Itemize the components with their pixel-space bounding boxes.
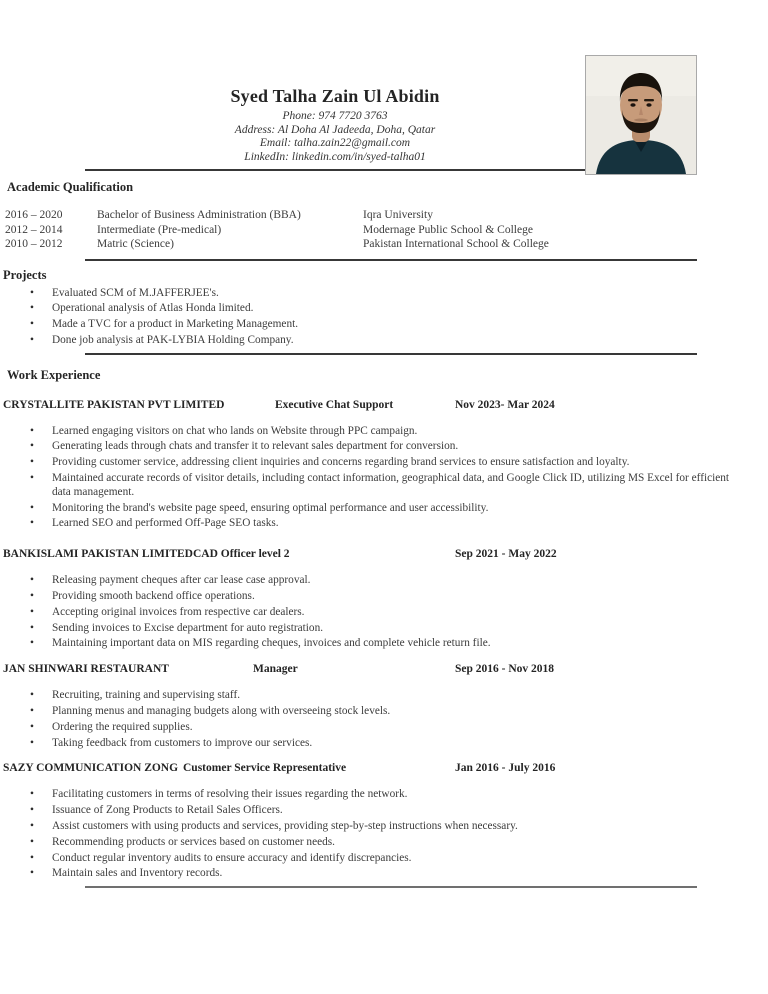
education-table <box>0 208 768 252</box>
contact-phone: Phone: 974 7720 3763 <box>282 110 388 122</box>
job-bullet: • Learned engaging visitors on chat who lands on Website through PPC campaign. <box>0 425 768 439</box>
job-bullet: • Ordering the required supplies. <box>0 721 768 735</box>
candidate-name: Syed Talha Zain Ul Abidin <box>230 86 440 106</box>
job-header <box>0 399 768 413</box>
section-divider <box>85 353 697 355</box>
section-divider <box>85 259 697 261</box>
job-bullet: • Recruiting, training and supervising staff. <box>0 689 768 703</box>
project-item: • Operational analysis of Atlas Honda limited. <box>0 302 768 316</box>
contact-address: Address: Al Doha Al Jadeeda, Doha, Qatar <box>234 123 436 136</box>
portrait-photo <box>585 55 697 175</box>
section-projects <box>0 268 768 348</box>
job-dates: Jan 2016 - July 2016 <box>455 762 556 775</box>
job-bullets <box>0 788 768 881</box>
job-role: CAD Officer level 2 <box>193 548 290 561</box>
education-degree: Matric (Science) <box>97 238 174 250</box>
job-company: BANKISLAMI PAKISTAN LIMITED <box>3 548 193 561</box>
job-header <box>0 762 768 776</box>
section-title-work: Work Experience <box>7 367 101 382</box>
section-title-projects: Projects <box>3 267 47 282</box>
job-bullet: • Maintain sales and Inventory records. <box>0 867 768 881</box>
job-bullet: • Assist customers with using products and services, providing step-by-step instructions when necessary. <box>0 820 768 834</box>
project-item: • Made a TVC for a product in Marketing Management. <box>0 318 768 332</box>
job-role: Customer Service Representative <box>183 762 347 775</box>
projects-list <box>0 287 768 348</box>
job-bullet: • Providing smooth backend office operations. <box>0 590 768 604</box>
job-bullet: • Recommending products or services based on customer needs. <box>0 836 768 850</box>
job-bullet: • Maintained accurate records of visitor details, including contact information, geographical data, and Google Click ID, utilizing MS Excel for efficient data management. <box>0 472 768 500</box>
section-title-academic: Academic Qualification <box>7 180 134 194</box>
job-entry <box>0 762 768 881</box>
job-header <box>0 548 768 562</box>
education-row <box>0 208 768 223</box>
education-years: 2016 – 2020 <box>5 209 63 221</box>
project-item: • Evaluated SCM of M.JAFFERJEE's. <box>0 287 768 301</box>
job-bullet: • Generating leads through chats and transfer it to relevant sales department for conversion. <box>0 440 768 454</box>
education-institution: Modernage Public School & College <box>363 223 533 236</box>
education-row <box>0 223 768 238</box>
job-bullets <box>0 689 768 750</box>
job-company: SAZY COMMUNICATION ZONG <box>3 762 179 775</box>
job-entry <box>0 548 768 651</box>
job-dates: Sep 2021 - May 2022 <box>455 548 557 561</box>
job-role: Manager <box>253 663 298 676</box>
job-bullet: • Planning menus and managing budgets along with overseeing stock levels. <box>0 705 768 719</box>
job-role: Executive Chat Support <box>275 398 394 411</box>
job-bullet: • Maintaining important data on MIS regarding cheques, invoices and complete vehicle return file. <box>0 637 768 651</box>
job-bullet: • Accepting original invoices from respective car dealers. <box>0 606 768 620</box>
job-bullet: • Issuance of Zong Products to Retail Sales Officers. <box>0 804 768 818</box>
job-bullets <box>0 574 768 651</box>
header <box>85 86 585 164</box>
job-dates: Nov 2023- Mar 2024 <box>455 398 555 411</box>
contact-email: Email: talha.zain22@gmail.com <box>259 137 411 149</box>
job-bullet: • Sending invoices to Excise department for auto registration. <box>0 622 768 636</box>
education-years: 2012 – 2014 <box>5 223 63 236</box>
job-bullet: • Facilitating customers in terms of resolving their issues regarding the network. <box>0 788 768 802</box>
contact-linkedin: LinkedIn: linkedin.com/in/syed-talha01 <box>244 150 426 163</box>
job-bullet: • Releasing payment cheques after car lease case approval. <box>0 574 768 588</box>
project-item: • Done job analysis at PAK-LYBIA Holding Company. <box>0 334 768 348</box>
job-company: JAN SHINWARI RESTAURANT <box>3 663 169 676</box>
job-header <box>0 663 768 677</box>
job-entry <box>0 399 768 532</box>
portrait-illustration <box>586 56 696 174</box>
job-dates: Sep 2016 - Nov 2018 <box>455 663 555 676</box>
bottom-divider <box>85 886 697 888</box>
education-institution: Pakistan International School & College <box>363 238 549 250</box>
job-bullet: • Conduct regular inventory audits to ensure accuracy and identify discrepancies. <box>0 852 768 866</box>
education-degree: Bachelor of Business Administration (BBA) <box>97 209 301 221</box>
section-work-experience <box>0 368 768 882</box>
job-bullet: • Taking feedback from customers to improve our services. <box>0 737 768 751</box>
section-academic <box>0 180 768 252</box>
job-company: CRYSTALLITE PAKISTAN PVT LIMITED <box>3 398 225 411</box>
education-row <box>0 237 768 252</box>
job-entry <box>0 663 768 750</box>
education-years: 2010 – 2012 <box>5 238 63 250</box>
education-institution: Iqra University <box>363 209 433 221</box>
job-bullet: • Providing customer service, addressing client inquiries and concerns regarding brand services to ensure satisfaction and loyalty. <box>0 456 768 470</box>
education-degree: Intermediate (Pre-medical) <box>97 223 222 236</box>
job-bullet: • Learned SEO and performed Off-Page SEO tasks. <box>0 517 768 531</box>
job-bullet: • Monitoring the brand's website page speed, ensuring optimal performance and user accessibility. <box>0 502 768 516</box>
job-bullets <box>0 425 768 532</box>
